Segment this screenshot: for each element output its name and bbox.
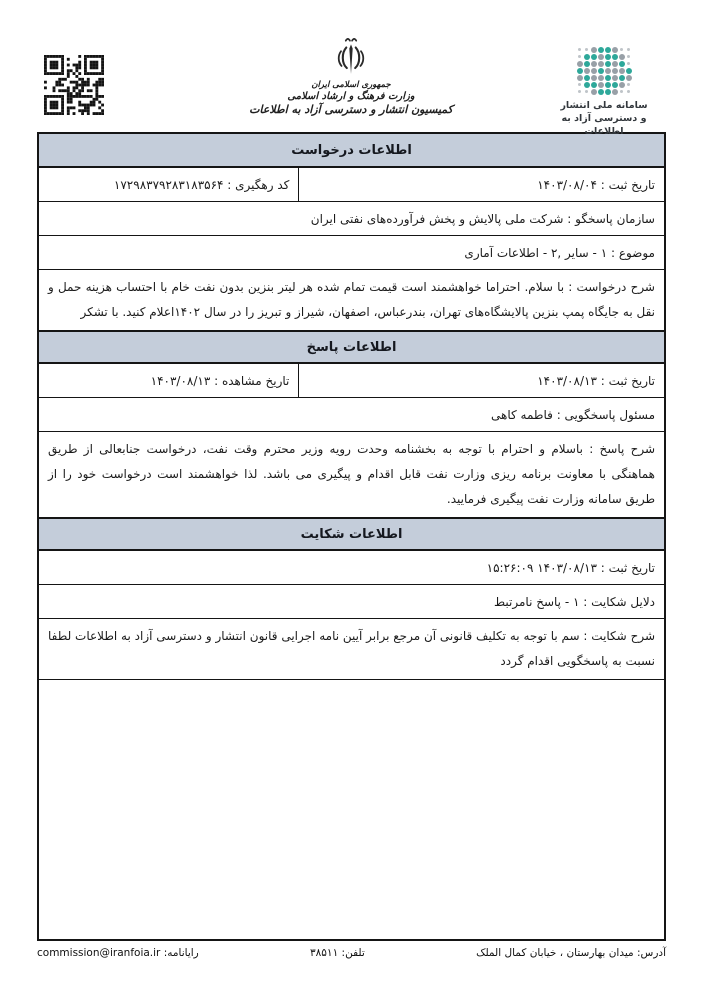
- logo-dot: [627, 62, 630, 65]
- logo-dot: [605, 75, 611, 81]
- logo-dot: [577, 75, 583, 81]
- response-responder: مسئول پاسخگویی : فاطمه کاهی: [39, 398, 664, 432]
- request-subject: موضوع : ۱ - سایر ,۲ - اطلاعات آماری: [39, 236, 664, 270]
- logo-dot: [627, 48, 630, 51]
- logo-caption-line2: و دسترسی آزاد به اطلاعات: [561, 112, 647, 137]
- logo-dot: [598, 47, 604, 53]
- logo-dot: [584, 68, 590, 74]
- logo-dot: [578, 83, 581, 86]
- logo-dot: [612, 68, 618, 74]
- logo-caption-line1: سامانه ملی انتشار: [560, 100, 648, 111]
- logo-dot: [612, 47, 618, 53]
- logo-dot: [605, 54, 611, 60]
- logo-dot: [598, 68, 604, 74]
- logo-dot: [591, 61, 597, 67]
- logo-dot: [577, 61, 583, 67]
- logo-dot: [598, 82, 604, 88]
- logo-dot: [605, 61, 611, 67]
- logo-dot: [578, 55, 581, 58]
- logo-dot: [584, 54, 590, 60]
- response-view-date: تاریخ مشاهده : ۱۴۰۳/۰۸/۱۳: [150, 373, 290, 388]
- complaint-description: شرح شکایت : سم با توجه به تکلیف قانونی آن مرجع برابر آیین نامه اجرایی قانون انتشار و دسترسی آزاد به اطلاعات لطفا نسبت به پاسخگویی اقدام گردد: [39, 619, 664, 680]
- request-tracking-code: کد رهگیری : ۱۷۲۹۸۳۷۹۲۸۳۱۸۳۵۶۴: [113, 177, 290, 192]
- logo-dot: [626, 75, 632, 81]
- logo-dot: [591, 82, 597, 88]
- request-organization: سازمان پاسخگو : شرکت ملی پالایش و پخش فرآورده‌های نفتی ایران: [39, 202, 664, 236]
- logo-dot: [620, 90, 623, 93]
- complaint-section-header: اطلاعات شکایت: [39, 517, 664, 551]
- logo-dot: [612, 54, 618, 60]
- logo-dot: [591, 47, 597, 53]
- logo-dot: [627, 90, 630, 93]
- logo-dot: [619, 68, 625, 74]
- logo-dot: [598, 61, 604, 67]
- logo-dot: [591, 75, 597, 81]
- logo-dot: [591, 68, 597, 74]
- logo-dot: [612, 82, 618, 88]
- logo-dot: [619, 82, 625, 88]
- logo-dot: [598, 89, 604, 95]
- logo-dot: [605, 82, 611, 88]
- footer-email: رایانامه: commission@iranfoia.ir: [37, 947, 199, 959]
- response-meta-row: [39, 364, 664, 398]
- empty-area: [39, 680, 664, 939]
- logo-dot: [598, 75, 604, 81]
- request-section-header: اطلاعات درخواست: [39, 134, 664, 168]
- logo-dot: [591, 89, 597, 95]
- response-section-header: اطلاعات پاسخ: [39, 330, 664, 364]
- logo-dot: [584, 82, 590, 88]
- document-table: [37, 132, 666, 941]
- emblem-caption-line3: کمیسیون انتشار و دسترسی آزاد به اطلاعات: [249, 103, 453, 117]
- logo-dot: [619, 54, 625, 60]
- logo-dot: [612, 89, 618, 95]
- foia-logo-block: [544, 46, 664, 138]
- logo-dot: [591, 54, 597, 60]
- logo-dot: [605, 68, 611, 74]
- request-meta-row: [39, 168, 664, 202]
- logo-dot: [584, 61, 590, 67]
- request-register-date: تاریخ ثبت : ۱۴۰۳/۰۸/۰۴: [298, 168, 664, 201]
- iran-emblem-icon: [334, 36, 368, 78]
- logo-dot: [584, 75, 590, 81]
- dots-logo-icon: [544, 46, 664, 95]
- logo-dot: [620, 48, 623, 51]
- emblem-caption-line2: وزارت فرهنگ و ارشاد اسلامی: [287, 90, 415, 102]
- response-register-date: تاریخ ثبت : ۱۴۰۳/۰۸/۱۳: [298, 364, 664, 397]
- logo-dot: [605, 47, 611, 53]
- logo-dot: [585, 90, 588, 93]
- complaint-register-date: تاریخ ثبت : ۱۴۰۳/۰۸/۱۳ ۱۵:۲۶:۰۹: [39, 551, 664, 585]
- emblem-caption-line1: جمهوری اسلامی ایران: [311, 80, 391, 90]
- logo-dot: [585, 48, 588, 51]
- logo-dot: [612, 75, 618, 81]
- logo-dot: [627, 83, 630, 86]
- response-description: شرح پاسخ : باسلام و احترام با توجه به بخشنامه وحدت رویه وزیر محترم وقت نفت، درخواست جنابعالی از طریق هماهنگی با معاونت برنامه ریزی وزارت نفت قابل اقدام و پیگیری می باشد. لذا خواهشمند است درخواست خود را از طریق سامانه وزارت نفت پیگیری فرمایید.: [39, 432, 664, 518]
- footer: [37, 947, 666, 959]
- logo-dot: [577, 68, 583, 74]
- logo-dot: [612, 61, 618, 67]
- footer-phone: تلفن: ۳۸۵۱۱: [310, 947, 365, 959]
- logo-dot: [578, 90, 581, 93]
- complaint-reasons: دلایل شکایت : ۱ - پاسخ نامرتبط: [39, 585, 664, 619]
- logo-dot: [626, 68, 632, 74]
- request-description: شرح درخواست : با سلام. احتراما خواهشمند است قیمت تمام شده هر لیتر بنزین بدون نفت خام با احتساب هزینه حمل و نقل به جایگاه پمپ بنزین پالایشگاه‌های تهران، بندرعباس، اصفهان، شیراز و تبریز را در سال ۱۴۰۲اعلام کنید. با تشکر: [39, 270, 664, 331]
- letterhead: [0, 0, 702, 137]
- logo-dot: [627, 55, 630, 58]
- logo-dot: [619, 75, 625, 81]
- footer-address: آدرس: میدان بهارستان ، خیابان کمال الملک: [476, 947, 666, 959]
- logo-dot: [578, 48, 581, 51]
- logo-dot: [619, 61, 625, 67]
- logo-dot: [598, 54, 604, 60]
- logo-dot: [605, 89, 611, 95]
